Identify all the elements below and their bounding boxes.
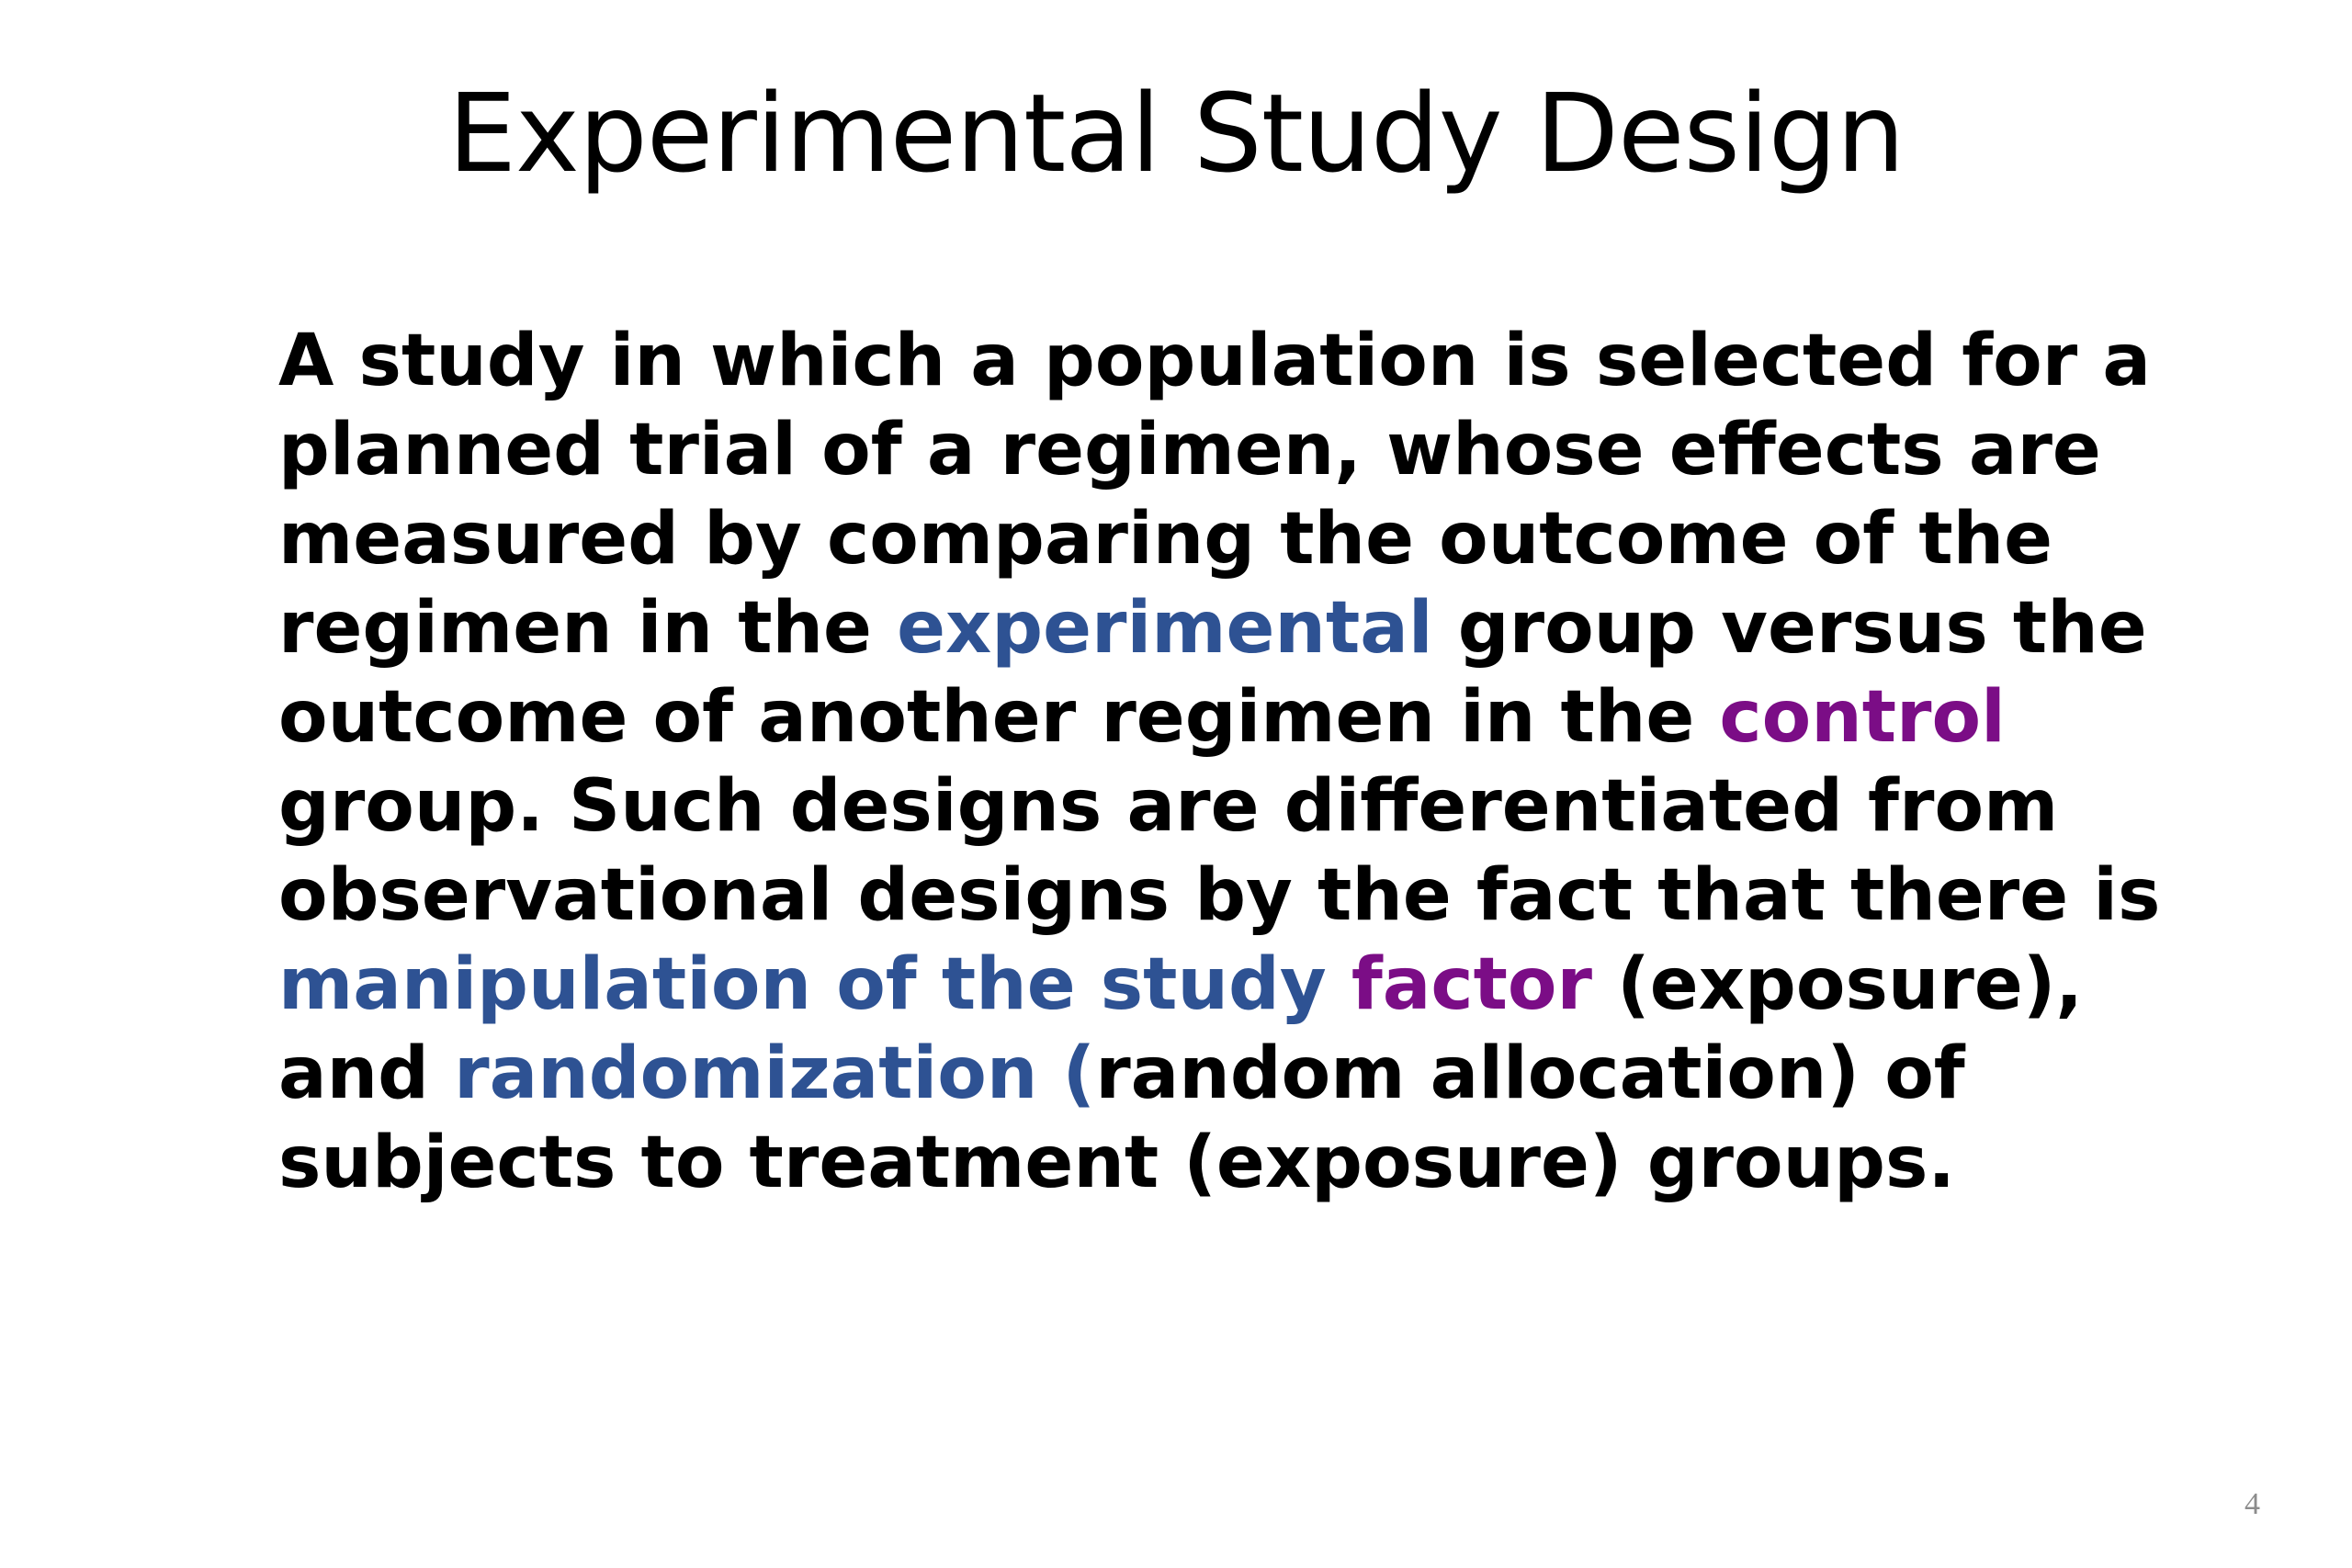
body-text: and xyxy=(278,1032,455,1115)
body-line xyxy=(278,584,2162,673)
body-line xyxy=(278,673,2162,762)
body-line xyxy=(278,317,2162,406)
body-text: random allocation) of xyxy=(1095,1032,1965,1115)
body-line xyxy=(278,762,2162,852)
term-control: control xyxy=(1719,676,2006,759)
body-text: group versus the xyxy=(1432,587,2147,670)
slide-title: Experimental Study Design xyxy=(447,70,1905,197)
body-text: observational designs by the fact that there is xyxy=(278,854,2161,937)
body-text: planned trial of a regimen, whose effects are xyxy=(278,409,2101,491)
body-text: outcome of another regimen in the xyxy=(278,676,1720,759)
body-line xyxy=(278,1030,2162,1119)
term-randomization: randomization ( xyxy=(454,1032,1096,1115)
body-line xyxy=(278,406,2162,495)
body-text: measured by comparing the outcome of the xyxy=(278,498,2053,581)
slide-page-number: 4 xyxy=(2245,1487,2260,1521)
body-line xyxy=(278,941,2162,1030)
body-line xyxy=(278,495,2162,584)
body-text: A study in which a population is selected for a xyxy=(278,320,2151,402)
term-factor: factor xyxy=(1351,943,1592,1026)
body-text: regimen in the xyxy=(278,587,898,670)
body-line xyxy=(278,852,2162,941)
body-text: subjects to treatment (exposure) groups. xyxy=(278,1122,1956,1204)
term-manipulation: manipulation of the study xyxy=(278,943,1351,1026)
slide-body-text xyxy=(278,317,2162,1208)
body-line xyxy=(278,1119,2162,1208)
body-text: (exposure), xyxy=(1592,943,2084,1026)
term-experimental: experimental xyxy=(897,587,1433,670)
body-text: group. Such designs are differentiated from xyxy=(278,765,2059,848)
